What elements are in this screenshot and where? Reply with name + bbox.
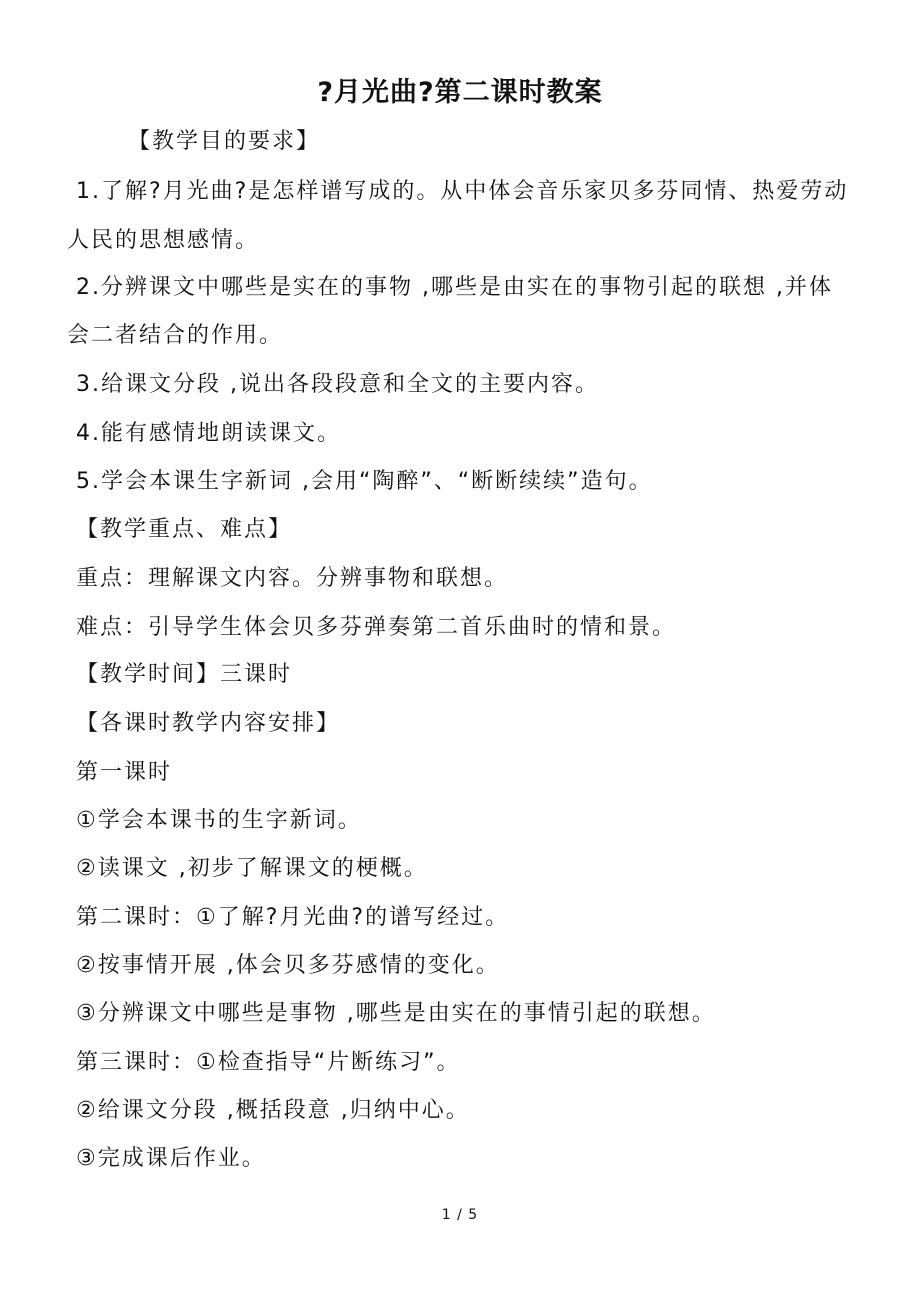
paragraph-line: 第一课时 [76, 760, 173, 785]
paragraph-line: ②读课文 ,初步了解课文的梗概。 [76, 856, 428, 881]
paragraph-line: 1.了解?月光曲?是怎样谱写成的。从中体会音乐家贝多芬同情、热爱劳动 [76, 179, 849, 204]
paragraph-line: 3.给课文分段 ,说出各段段意和全文的主要内容。 [76, 372, 599, 397]
paragraph-line: ③分辨课文中哪些是事物 ,哪些是由实在的事情引起的联想。 [76, 1001, 716, 1026]
paragraph-line: ②给课文分段 ,概括段意 ,归纳中心。 [76, 1098, 470, 1123]
paragraph-line: ①学会本课书的生字新词。 [76, 808, 362, 833]
paragraph-line: 会二者结合的作用。 [67, 323, 284, 348]
paragraph-line: 难点：引导学生体会贝多芬弹奏第二首乐曲时的情和景。 [76, 615, 677, 640]
paragraph-line: 第二课时：①了解?月光曲?的谱写经过。 [76, 905, 510, 930]
paragraph-line: 第三课时：①检查指导“片断练习”。 [76, 1050, 461, 1075]
heading-teaching-time: 【教学时间】三课时 [76, 662, 293, 687]
paragraph-line: ③完成课后作业。 [76, 1146, 266, 1171]
page-number: 1 / 5 [441, 1207, 479, 1223]
paragraph-line: ②按事情开展 ,体会贝多芬感情的变化。 [76, 953, 500, 978]
document-title: ?月光曲?第二课时教案 [317, 77, 603, 108]
paragraph-line: 2.分辨课文中哪些是实在的事物 ,哪些是由实在的事物引起的联想 ,并体 [76, 275, 833, 300]
paragraph-line: 重点：理解课文内容。分辨事物和联想。 [76, 566, 509, 591]
paragraph-line: 人民的思想感情。 [67, 228, 260, 253]
heading-key-points: 【教学重点、难点】 [76, 517, 293, 542]
heading-lesson-arrangement: 【各课时教学内容安排】 [76, 711, 341, 736]
paragraph-line: 4.能有感情地朗读课文。 [76, 421, 341, 446]
paragraph-line: 5.学会本课生字新词 ,会用“陶醉”、“断断续续”造句。 [76, 469, 653, 494]
heading-objectives: 【教学目的要求】 [128, 129, 321, 154]
